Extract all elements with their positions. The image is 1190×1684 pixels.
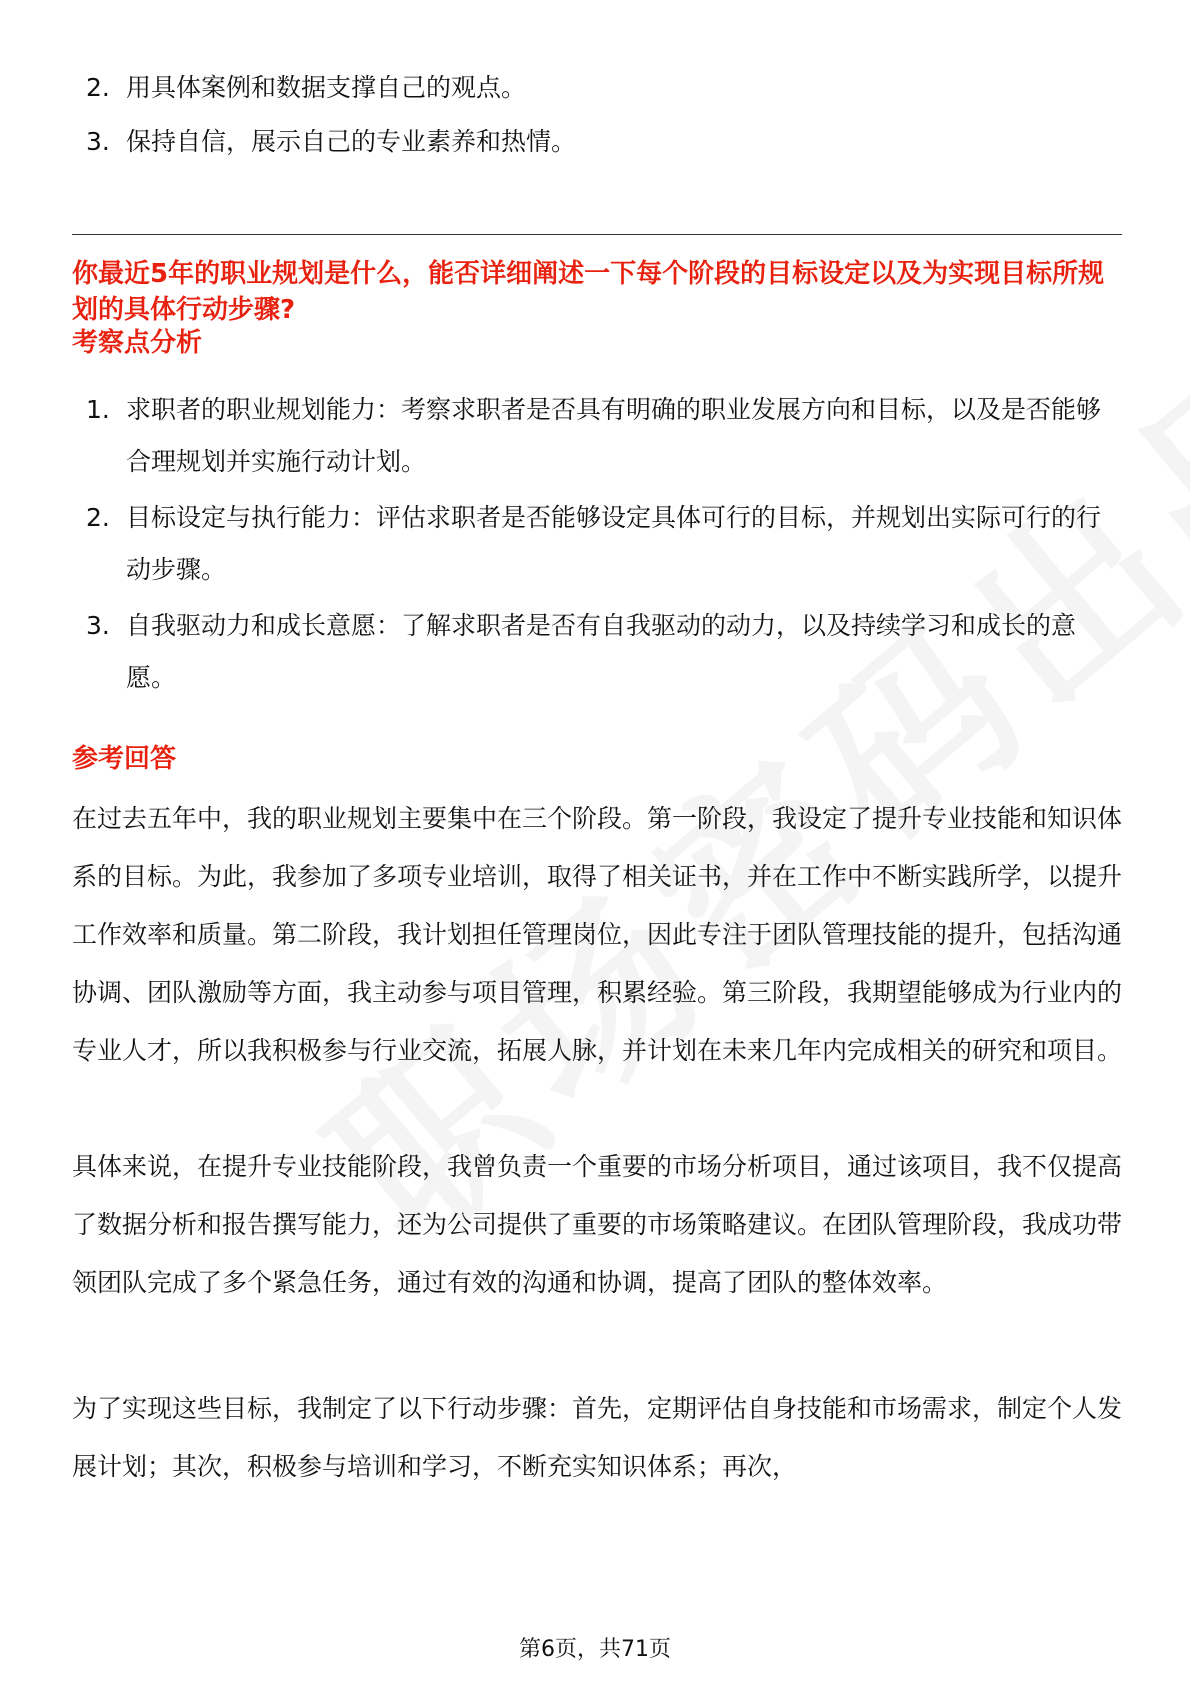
question-heading: 你最近5年的职业规划是什么，能否详细阐述一下每个阶段的目标设定以及为实现目标所规划的具体行动步骤? <box>72 259 1105 325</box>
top-list <box>72 62 1112 168</box>
list-item: 2. 目标设定与执行能力：评估求职者是否能够设定具体可行的目标，并规划出实际可行的行动步骤。 <box>86 503 1102 584</box>
answer-paragraph: 在过去五年中，我的职业规划主要集中在三个阶段。第一阶段，我设定了提升专业技能和知识体系的目标。为此，我参加了多项专业培训，取得了相关证书，并在工作中不断实践所学，以提升工作效率和质量。第二阶段，我计划担任管理岗位，因此专注于团队管理技能的提升，包括沟通协调、团队激励等方面，我主动参与项目管理，积累经验。第三阶段，我期望能够成为行业内的专业人才，所以我积极参与行业交流，拓展人脉，并计划在未来几年内完成相关的研究和项目。 <box>72 804 1123 1065</box>
answer-title: 参考回答 <box>72 744 177 774</box>
analysis-list <box>72 384 1112 704</box>
answer-paragraph: 为了实现这些目标，我制定了以下行动步骤：首先，定期评估自身技能和市场需求，制定个人发展计划；其次，积极参与培训和学习，不断充实知识体系；再次， <box>72 1394 1123 1481</box>
answer-paragraph: 具体来说，在提升专业技能阶段，我曾负责一个重要的市场分析项目，通过该项目，我不仅提高了数据分析和报告撰写能力，还为公司提供了重要的市场策略建议。在团队管理阶段，我成功带领团队完成了多个紧急任务，通过有效的沟通和协调，提高了团队的整体效率。 <box>72 1152 1123 1297</box>
list-item: 1. 求职者的职业规划能力：考察求职者是否具有明确的职业发展方向和目标，以及是否能够合理规划并实施行动计划。 <box>86 395 1102 476</box>
list-item: 3. 保持自信，展示自己的专业素养和热情。 <box>86 127 577 156</box>
page-number: 第6页，共71页 <box>519 1637 671 1662</box>
analysis-title: 考察点分析 <box>72 328 203 358</box>
list-item: 3. 自我驱动力和成长意愿：了解求职者是否有自我驱动的动力，以及持续学习和成长的意愿。 <box>86 611 1077 692</box>
divider <box>72 234 1122 235</box>
list-item: 2. 用具体案例和数据支撑自己的观点。 <box>86 73 527 102</box>
